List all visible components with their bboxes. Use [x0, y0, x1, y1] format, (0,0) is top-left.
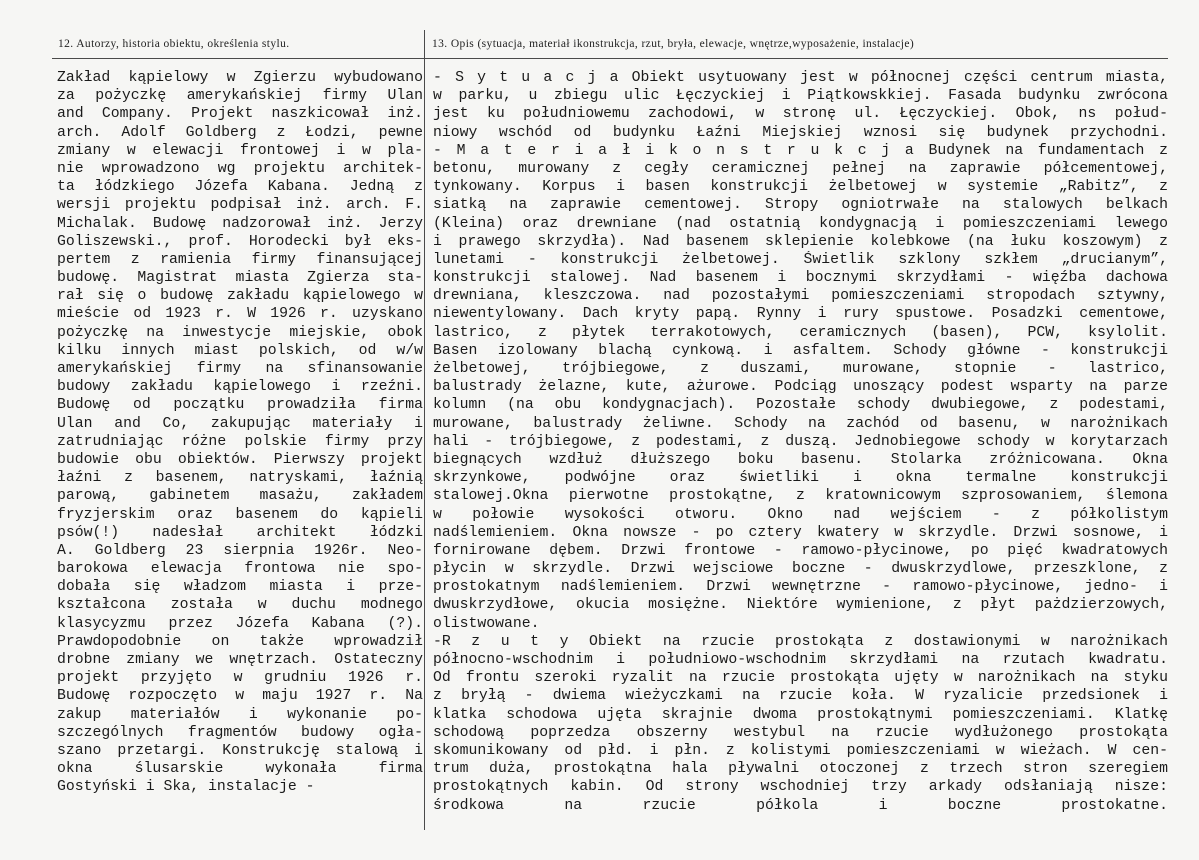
right-text-line: tynkowany. Korpus i basen konstrukcji żelbetowej w systemie „Rabitz”, z: [433, 179, 1168, 196]
left-text-line: pożyczkę na inwestycje miejskie, obok: [57, 324, 423, 341]
left-text-line: kilku innych miast polskich, od w/w: [57, 342, 423, 359]
right-text-line: niewentylowany. Dach kryty papą. Rynny i rury spustowe. Posadzki cementowe,: [433, 306, 1168, 323]
right-text-line: środkowa na rzucie półkola i boczne prostokatne.: [433, 797, 1168, 814]
left-text-line: drobne zmiany we wnętrzach. Ostateczny: [57, 652, 423, 668]
section-12-heading: 12. Autorzy, historia obiektu, określenia stylu.: [58, 38, 290, 50]
left-text-line: kształcona została w duchu modnego: [57, 597, 423, 614]
right-text-line: płycin w skrzydle. Drzwi wejsciowe boczne - dwuskrzydlowe, przeszklone, z: [433, 561, 1168, 578]
left-text-line: nie wprowadzono wg projektu architek-: [57, 160, 423, 177]
left-text-line: ta łódzkiego Józefa Kabana. Jedną z: [57, 179, 423, 196]
right-heading-rule: [424, 58, 1168, 59]
left-text-line: zmiany w elewacji frontowej i w pla-: [57, 142, 423, 159]
right-text-line: konstrukcji stalowej. Nad basenem i bocznymi skrzydłami - więźba dachowa: [433, 270, 1168, 287]
left-text-line: pertem z ramienia firmy finansującej: [57, 251, 423, 268]
left-text-line: budowy zakładu kąpielowego i rzeźni.: [57, 379, 423, 396]
left-text-line: amerykańskiej firmy na sfinansowanie: [57, 361, 423, 377]
left-text-line: parową, gabinetem masażu, zakładem: [57, 488, 423, 505]
right-text-line: olistwowane.: [433, 615, 540, 632]
right-text-line: stalowej.Okna pierwotne prostokątne, z kratownicowym szprosowaniem, ślemona: [433, 488, 1168, 505]
right-text-line: w parku, u zbiegu ulic Łęczyckiej i Piątkowskkiej. Fasada budynku zwrócona: [433, 88, 1168, 105]
left-text-line: Gostyński i Ska, instalacje -: [57, 779, 315, 796]
left-text-line: A. Goldberg 23 sierpnia 1926r. Neo-: [57, 542, 423, 559]
left-text-line: okna ślusarskie wykonała firma: [57, 761, 423, 778]
right-text-line: klatka schodowa ujęta skrajnie dwoma prostokątnymi pomieszczeniami. Klatkę: [433, 706, 1168, 723]
left-text-line: Budowę rozpoczęto w maju 1927 r. Na: [57, 688, 423, 705]
right-text-line: betonu, murowany z cegły ceramicznej pełnej na zaprawie półcementowej,: [433, 160, 1168, 177]
right-text-line: lastrico, z płytek terrakotowych, ceramicznych (basen), PCW, ksylolit.: [433, 324, 1168, 341]
left-text-line: łaźni z basenem, natryskami, łaźnią: [57, 470, 423, 487]
left-text-line: za pożyczkę amerykańskiej firmy Ulan: [57, 88, 423, 105]
left-text-line: budowie obu obiektów. Pierwszy projekt: [57, 451, 423, 468]
right-text-line: - S y t u a c j a Obiekt usytuowany jest w północnej części centrum miasta,: [433, 70, 1168, 86]
left-text-line: szczególnych fragmentów budowy ogła-: [57, 724, 423, 741]
right-text-line: trum duża, prostokątna hala pływalni otoczonej z trzech stron szeregiem: [433, 761, 1168, 778]
left-text-line: Zakład kąpielowy w Zgierzu wybudowano: [57, 70, 423, 86]
left-text-line: projekt przyjęto w grudniu 1926 r.: [57, 670, 423, 687]
right-text-line: schodową poprzedza obszerny westybul na rzucie wydłużonego prostokąta: [433, 724, 1168, 741]
left-text-line: zatrudniając różne polskie firmy przy: [57, 433, 423, 450]
left-text-line: mieście od 1923 r. W 1926 r. uzyskano: [57, 306, 423, 323]
left-text-line: and Company. Projekt naszkicował inż.: [57, 106, 423, 123]
section-13-body: [433, 69, 1168, 815]
right-text-line: nadślemieniem. Okna nowsze - po cztery kwatery w skrzydle. Drzwi sosnowe, i: [433, 524, 1168, 541]
left-text-line: Ulan and Co, zakupując materiały i: [57, 415, 423, 432]
right-text-line: - M a t e r i a ł i k o n s t r u k c j a Budynek na fundamentach z: [433, 142, 1168, 159]
right-text-line: (Kleina) oraz drewniane (nad ostatnią kondygnacją i pomieszczeniami lewego: [433, 215, 1168, 232]
right-text-line: biegnących wzdłuż dłuższego boku basenu. Stolarka zróżnicowana. Okna: [433, 451, 1168, 468]
left-text-line: arch. Adolf Goldberg z Łodzi, pewne: [57, 124, 423, 141]
right-text-line: fornirowane dębem. Drzwi frontowe - ramowo-płycinowe, po pięć kwadratowych: [433, 542, 1168, 559]
right-text-line: skrzynkowe, podwójne oraz świetliki i okna termalne konstrukcji: [433, 470, 1168, 487]
left-text-line: budowę. Magistrat miasta Zgierza sta-: [57, 270, 423, 287]
right-text-line: balustrady żelazne, kute, ażurowe. Podciąg unoszący podest wsparty na parze: [433, 379, 1168, 396]
right-text-line: -R z u t y Obiekt na rzucie prostokąta z dostawionymi w narożnikach: [433, 633, 1168, 650]
left-text-line: Michalak. Budowę nadzorował inż. Jerzy: [57, 215, 423, 232]
left-text-line: szano przetargi. Konstrukcję stalową i: [57, 742, 423, 759]
section-13-heading: 13. Opis (sytuacja, materiał ikonstrukcja, rzut, bryła, elewacje, wnętrze,wyposażenie, instalacje): [432, 38, 915, 50]
right-text-line: kolumn (na obu kondygnacjach). Pozostałe schody dwubiegowe, z podestami,: [433, 397, 1168, 414]
left-text-line: Budowę od początku prowadziła firma: [57, 397, 423, 414]
left-text-line: fryzjerskim oraz basenem do kąpieli: [57, 506, 423, 523]
left-text-line: wersji projektu podpisał inż. arch. F.: [57, 197, 423, 214]
right-text-line: Od frontu szeroki ryzalit na rzucie prostokąta ujęty w narożnikach na styku: [433, 670, 1168, 687]
right-text-line: z bryłą - dwiema wieżyczkami na rzucie koła. W ryzalicie przedsionek i: [433, 688, 1168, 705]
right-text-line: prostokątnych kabin. Od strony wschodniej trzy arkady odsłaniają nisze:: [433, 779, 1168, 796]
right-text-line: niowy wschód od budynku Łaźni Miejskiej wznosi się budynek przychodni.: [433, 124, 1168, 141]
right-text-line: drewniana, kleszczowa. nad pozostałymi pomieszczeniami stropodach sztywny,: [433, 288, 1168, 305]
right-text-line: lunetami - konstrukcji żelbetowej. Świetlik szklony szkłem „drucianym”,: [433, 251, 1168, 268]
right-text-line: żelbetowej, trójbiegowe, z duszami, murowane, stopnie - lastrico,: [433, 361, 1168, 377]
right-text-line: w połowie wysokości otworu. Okno nad wejściem - z półkolistym: [433, 506, 1168, 523]
right-text-line: dwuskrzydłowe, okucia mosiężne. Niektóre wymienione, z płyt pażdzierzowych,: [433, 597, 1168, 614]
section-12-body: [57, 69, 423, 797]
right-text-line: Basen izolowany blachą cynkową. i asfaltem. Schody główne - konstrukcji: [433, 342, 1168, 359]
right-text-line: skomunikowany od płd. i płn. z kolistymi pomieszczeniami w wieżach. W cen-: [433, 742, 1168, 759]
left-text-line: rał się o budowę zakładu kąpielowego w: [57, 288, 423, 305]
column-divider: [424, 30, 425, 830]
left-text-line: dobała się władzom miasta i prze-: [57, 579, 423, 596]
right-text-line: siatką na zaprawie cementowej. Stropy ogniotrwałe na stalowych belkach: [433, 197, 1168, 214]
left-text-line: psów(!) nadesłał architekt łódzki: [57, 524, 423, 541]
left-text-line: klasycyzmu przez Józefa Kabana (?).: [57, 615, 423, 632]
right-text-line: i prawego skrzydła). Nad basenem sklepienie kolebkowe (na łuku koszowym) z: [433, 233, 1168, 250]
right-text-line: murowane, balustrady żeliwne. Schody na zachód od basenu, w narożnikach: [433, 415, 1168, 432]
right-text-line: hali - trójbiegowe, z podestami, z duszą. Jednobiegowe schody w korytarzach: [433, 433, 1168, 450]
left-text-line: zakup materiałów i wykonanie po-: [57, 706, 423, 723]
right-text-line: jest ku południowemu zachodowi, w stronę ul. Łęczyckiej. Obok, ns połud-: [433, 106, 1168, 123]
left-text-line: barokowa elewacja frontowa nie spo-: [57, 561, 423, 578]
right-text-line: prostokatnym nadślemieniem. Drzwi wewnętrzne - ramowo-płycinowe, jedno- i: [433, 579, 1168, 596]
right-text-line: północno-wschodnim i południowo-wschodnim skrzydłami na rzutach kwadratu.: [433, 652, 1168, 668]
left-text-line: Goliszewski., prof. Horodecki był eks-: [57, 233, 423, 250]
left-text-line: Prawdopodobnie on także wprowadził: [57, 633, 423, 650]
left-heading-rule: [52, 58, 424, 59]
